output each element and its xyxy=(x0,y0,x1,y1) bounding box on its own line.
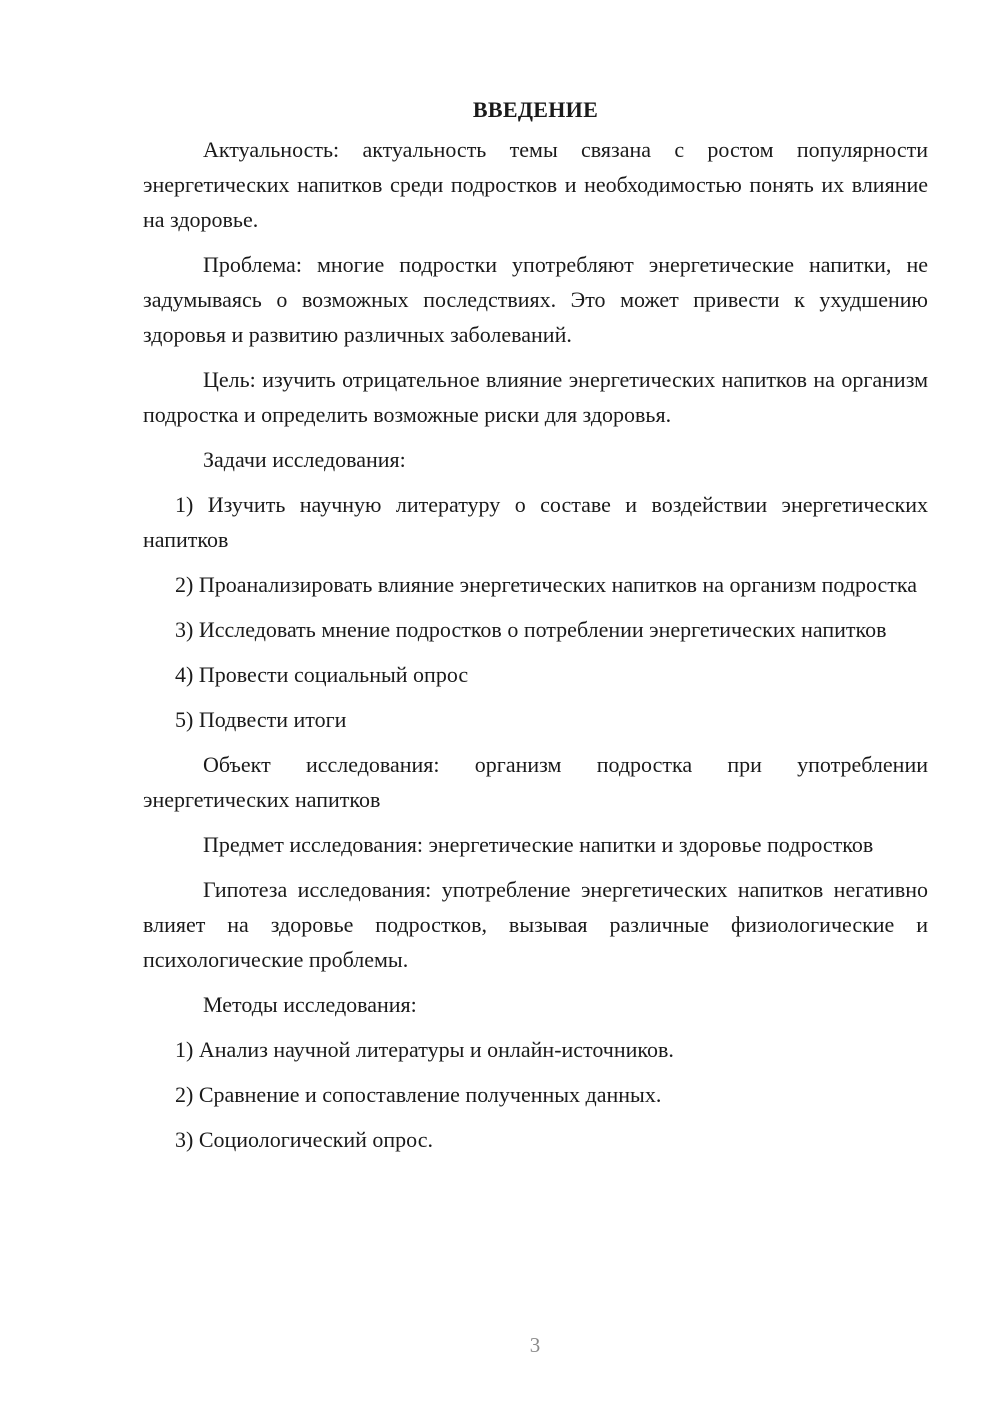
tasks-heading: Задачи исследования: xyxy=(203,447,406,472)
task-item-5: 5) Подвести итоги xyxy=(175,707,347,732)
page-number: 3 xyxy=(529,1333,541,1357)
task-item-1: 1) Изучить научную литературу о составе и воздействии энергетических напитков xyxy=(143,492,928,552)
method-item-3: 3) Социологический опрос. xyxy=(175,1127,433,1152)
task-item-3: 3) Исследовать мнение подростков о потреблении энергетических напитков xyxy=(175,617,887,642)
method-item-2: 2) Сравнение и сопоставление полученных данных. xyxy=(175,1082,662,1107)
methods-heading: Методы исследования: xyxy=(203,992,417,1017)
task-item-4: 4) Провести социальный опрос xyxy=(175,662,469,687)
task-item-2: 2) Проанализировать влияние энергетических напитков на организм подростка xyxy=(175,572,918,597)
relevance-paragraph: Актуальность: актуальность темы связана с ростом популярности энергетических напитков среди подростков и необходимостью понять их влияние на здоровье. xyxy=(143,137,928,232)
section-title: ВВЕДЕНИЕ xyxy=(472,97,599,122)
method-item-1: 1) Анализ научной литературы и онлайн-источников. xyxy=(175,1037,674,1062)
document-page xyxy=(143,92,928,1167)
goal-paragraph: Цель: изучить отрицательное влияние энергетических напитков на организм подростка и определить возможные риски для здоровья. xyxy=(143,367,928,427)
subject-paragraph: Предмет исследования: энергетические напитки и здоровье подростков xyxy=(203,832,874,857)
problem-paragraph: Проблема: многие подростки употребляют энергетические напитки, не задумываясь о возможных последствиях. Это может привести к ухудшению здоровья и развитию различных заболеваний. xyxy=(143,252,928,347)
object-paragraph: Объект исследования: организм подростка при употреблении энергетических напитков xyxy=(143,752,928,812)
hypothesis-paragraph: Гипотеза исследования: употребление энергетических напитков негативно влияет на здоровье подростков, вызывая различные физиологические и психологические проблемы. xyxy=(143,877,928,972)
